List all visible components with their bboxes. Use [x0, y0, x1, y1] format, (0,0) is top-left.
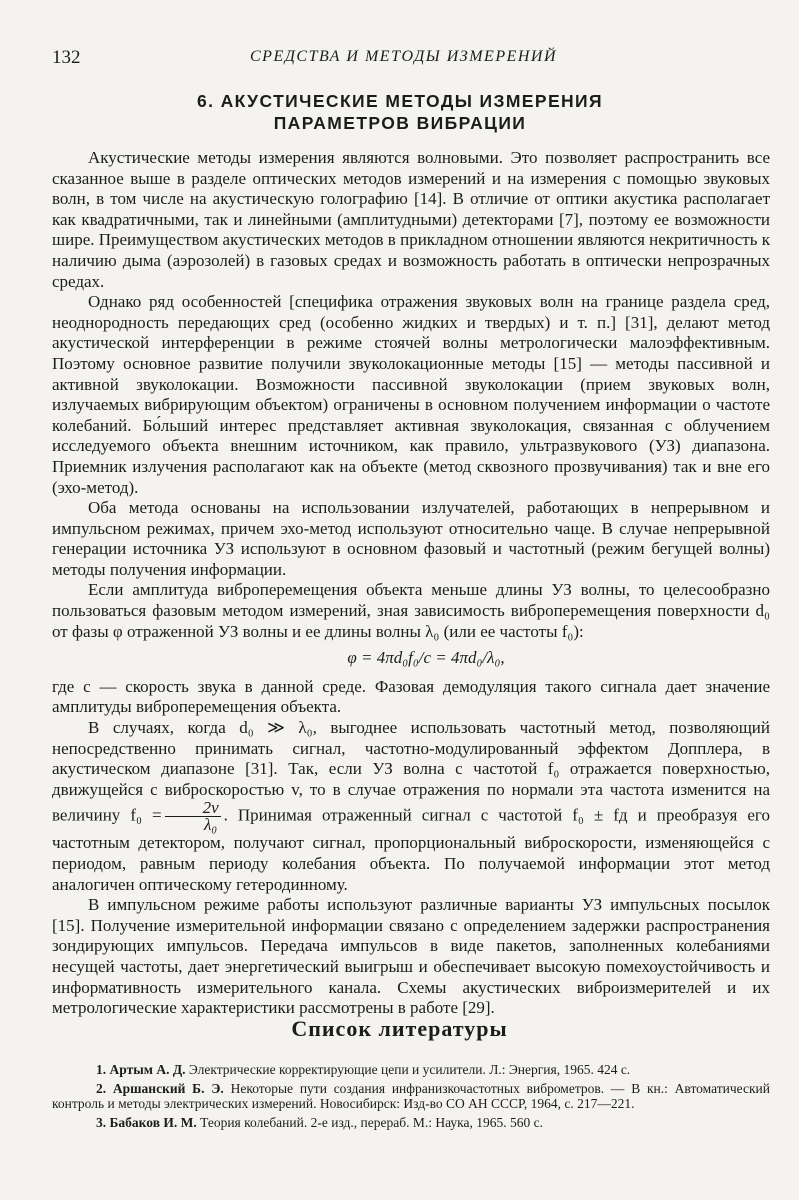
paragraph-4: Если амплитуда виброперемещения объекта меньше длины УЗ волны, то целесообразно пользоваться фазовым методом измерений, зная зависимость виброперемещения поверхности d₀ от фазы φ отраженной УЗ волны и ее длины волны λ₀ (или ее частоты f₀): [52, 580, 770, 641]
body-text [52, 148, 770, 1019]
references-title: Список литературы [291, 1016, 508, 1041]
paragraph-2: Однако ряд особенностей [специфика отражения звуковых волн на границе раздела сред, неоднородность передающих сред (особенно жидких и твердых) и т. п.] [31], делают метод акустической интерференции в режиме стоячей волны метрологически малоэффективным. Поэтому основное развитие получили звуколокационные методы [15] — методы пассивной и активной звуколокации. Возможности пассивной звуколокации (прием звуковых волн, излучаемых вибрирующим объектом) ограничены в основном получением информации о частоте колебаний. Бо́льший интерес представляет активная звуколокация, связанная с облучением исследуемого объекта внешним источником, как правило, ультразвукового (УЗ) диапазона. Приемник излучения располагают как на объекте (метод сквозного прозвучивания) так и вне его (эхо-метод). [52, 292, 770, 497]
paragraph-1: Акустические методы измерения являются волновыми. Это позволяет распространить все сказанное выше в разделе оптических методов измерений и на измерения с помощью звуковых волн, в том числе на акустическую голографию [14]. В отличие от оптики акустика располагает как квадратичными, так и линейными (амплитудными) детекторами [7], поэтому ее возможности шире. Преимуществом акустических методов в прикладном отношении являются некритичность к наличию дыма (аэрозолей) в газовых средах и возможность работать в оптически непрозрачных средах. [52, 148, 770, 291]
paragraph-7: В импульсном режиме работы используют различные варианты УЗ импульсных посылок [15]. Получение измерительной информации связано с определением задержки распространения зондирующих импульсов. Передача импульсов в виде пакетов, заполненных колебаниями несущей частоты, дает энергетический выигрыш и обеспечивает высокую помехоустойчивость и информативность измерительного канала. Схемы акустических виброизмерителей и их метрологические характеристики рассмотрены в работе [29]. [52, 895, 770, 1018]
chapter-title-line-1: 6. АКУСТИЧЕСКИЕ МЕТОДЫ ИЗМЕРЕНИЯ [196, 91, 604, 111]
doppler-fraction [165, 800, 221, 833]
paragraph-3: Оба метода основаны на использовании излучателей, работающих в непрерывном и импульсном режимах, причем эхо-метод используют относительно чаще. В случае непрерывной генерации источника УЗ используют в основном фазовый и частотный (режим бегущей волны) методы получения информации. [52, 498, 770, 579]
fraction-numerator: 2v [165, 800, 221, 817]
reference-item [52, 1115, 770, 1130]
paragraph-6-part-b: . Принимая отраженный сигнал с частотой f₀ ± fд и преобразуя его частотным детектором, получают сигнал, пропорциональный виброскорости, изменяющейся с периодом, равным периоду колебания объекта. По получаемой информации этот метод аналогичен оптическому гетеродинному. [52, 805, 770, 894]
running-title: СРЕДСТВА И МЕТОДЫ ИЗМЕРЕНИЙ [250, 48, 558, 65]
reference-text: Некоторые пути создания инфранизкочастотных виброметров. — В кн.: Автоматический контроль и методы электрических измерений. Новосибирск: Изд-во СО АН СССР, 1964, с. 217—221. [52, 1081, 771, 1111]
reference-item [52, 1081, 770, 1111]
chapter-title [100, 90, 700, 134]
reference-author: 2. Аршанский Б. Э. [96, 1081, 224, 1096]
reference-author: 3. Бабаков И. М. [96, 1115, 197, 1130]
reference-author: 1. Артым А. Д. [96, 1062, 186, 1077]
chapter-title-line-2: ПАРАМЕТРОВ ВИБРАЦИИ [273, 113, 527, 133]
paragraph-6 [52, 718, 770, 895]
fraction-denominator: λ₀ [203, 815, 218, 835]
paragraph-5: где c — скорость звука в данной среде. Фазовая демодуляция такого сигнала дает значение амплитуды виброперемещения объекта. [52, 676, 770, 717]
paragraph-6-part-a: В случаях, когда d₀ ≫ λ₀, выгоднее использовать частотный метод, позволяющий непосредственно принимать сигнал, частотно-модулированный эффектом Допплера, в акустическом диапазоне [31]. Так, если УЗ волна с частотой f₀ отражается поверхностью, движущейся с виброскоростью v, то в случае отражения по нормали эта частота изменится на величину f₀ = [52, 718, 770, 825]
references-list [52, 1062, 770, 1134]
reference-text: Теория колебаний. 2-е изд., перераб. М.: Наука, 1965. 560 с. [200, 1115, 543, 1130]
phase-formula: φ = 4πd₀f₀/c = 4πd₀/λ₀, [347, 648, 505, 668]
reference-text: Электрические корректирующие цепи и усилители. Л.: Энергия, 1965. 424 с. [188, 1062, 631, 1077]
reference-item [52, 1062, 770, 1077]
page-number: 132 [52, 47, 81, 68]
